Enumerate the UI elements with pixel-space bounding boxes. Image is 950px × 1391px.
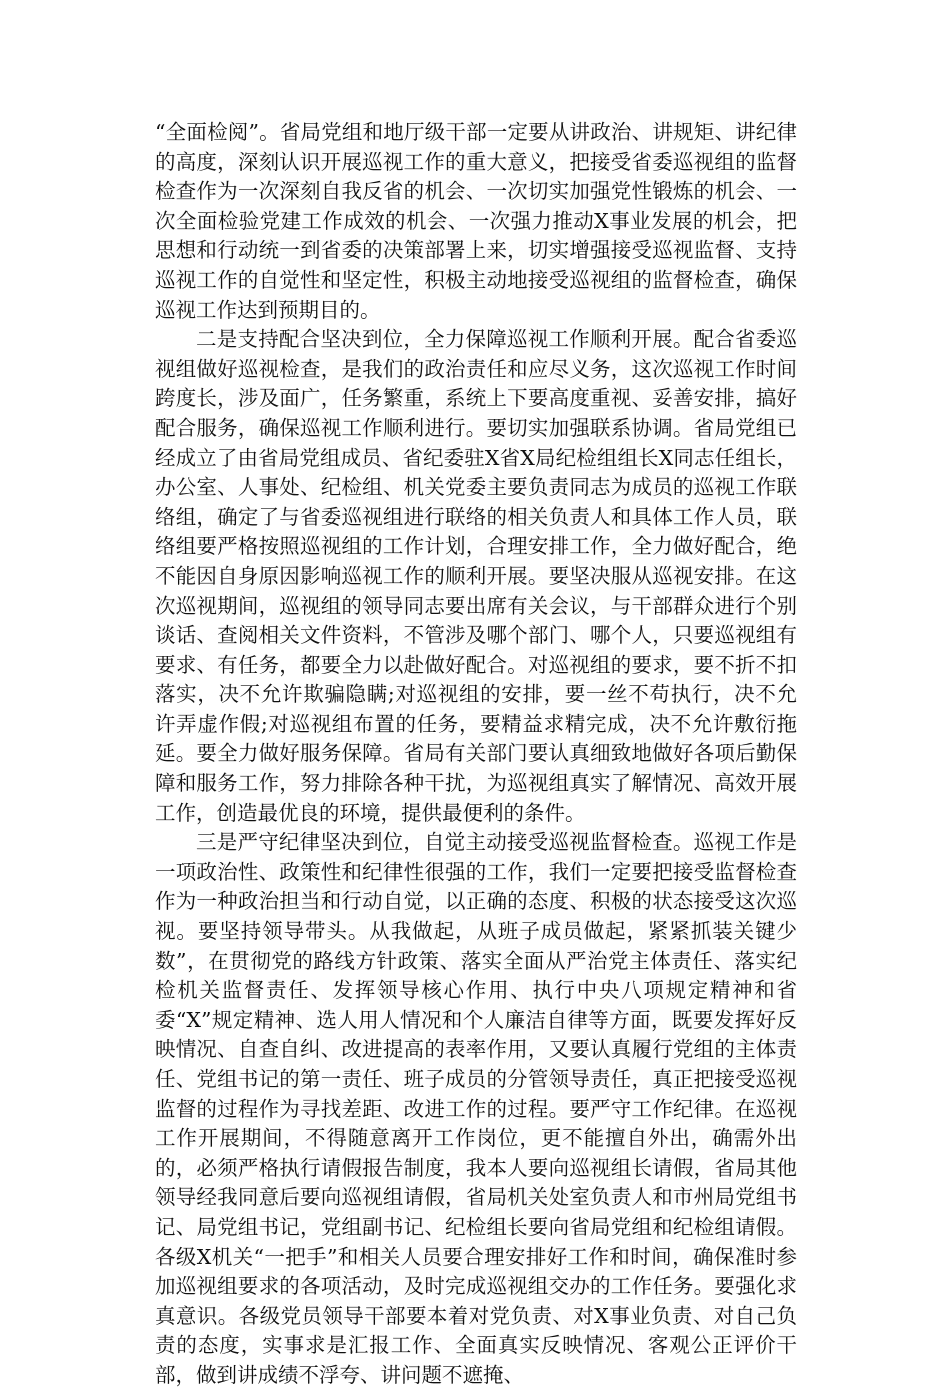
paragraph-1: “全面检阅”。省局党组和地厅级干部一定要从讲政治、讲规矩、讲纪律的高度，深刻认识开展巡视工作的重大意义，把接受省委巡视组的监督检查作为一次深刻自我反省的机会、一次切实加强党性锻炼的机会、一次全面检验党建工作成效的机会、一次强力推动X事业发展的机会，把思想和行动统一到省委的决策部署上来，切实增强接受巡视监督、支持巡视工作的自觉性和坚定性，积极主动地接受巡视组的监督检查，确保巡视工作达到预期目的。 xyxy=(155,120,797,322)
paragraph-2: 二是支持配合坚决到位，全力保障巡视工作顺利开展。配合省委巡视组做好巡视检查，是我们的政治责任和应尽义务，这次巡视工作时间跨度长，涉及面广，任务繁重，系统上下要高度重视、妥善安排，搞好配合服务，确保巡视工作顺利进行。要切实加强联系协调。省局党组已经成立了由省局党组成员、省纪委驻X省X局纪检组组长X同志任组长，办公室、人事处、纪检组、机关党委主要负责同志为成员的巡视工作联络组，确定了与省委巡视组进行联络的相关负责人和具体工作人员，联络组要严格按照巡视组的工作计划，合理安排工作，全力做好配合，绝不能因自身原因影响巡视工作的顺利开展。要坚决服从巡视安排。在这次巡视期间，巡视组的领导同志要出席有关会议，与干部群众进行个别谈话、查阅相关文件资料，不管涉及哪个部门、哪个人，只要巡视组有要求、有任务，都要全力以赴做好配合。对巡视组的要求，要不折不扣落实，决不允许欺骗隐瞒;对巡视组的安排，要一丝不苟执行，决不允许弄虚作假;对巡视组布置的任务，要精益求精完成，决不允许敷衍拖延。要全力做好服务保障。省局有关部门要认真细致地做好各项后勤保障和服务工作，努力排除各种干扰，为巡视组真实了解情况、高效开展工作，创造最优良的环境，提供最便利的条件。 xyxy=(155,327,797,825)
document-body xyxy=(155,118,797,1391)
paragraph-3: 三是严守纪律坚决到位，自觉主动接受巡视监督检查。巡视工作是一项政治性、政策性和纪律性很强的工作，我们一定要把接受监督检查作为一种政治担当和行动自觉，以正确的态度、积极的状态接受这次巡视。要坚持领导带头。从我做起，从班子成员做起，紧紧抓装关键少数”，在贯彻党的路线方针政策、落实全面从严治党主体责任、落实纪检机关监督责任、发挥领导核心作用、执行中央八项规定精神和省委“X”规定精神、选人用人情况和个人廉洁自律等方面，既要发挥好反映情况、自查自纠、改进提高的表率作用，又要认真履行党组的主体责任、党组书记的第一责任、班子成员的分管领导责任，真正把接受巡视监督的过程作为寻找差距、改进工作的过程。要严守工作纪律。在巡视工作开展期间，不得随意离开工作岗位，更不能擅自外出，确需外出的，必须严格执行请假报告制度，我本人要向巡视组长请假，省局其他领导经我同意后要向巡视组请假，省局机关处室负责人和市州局党组书记、局党组书记，党组副书记、纪检组长要向省局党组和纪检组请假。各级X机关“一把手”和相关人员要合理安排好工作和时间，确保准时参加巡视组要求的各项活动，及时完成巡视组交办的工作任务。要强化求真意识。各级党员领导干部要本着对党负责、对X事业负责、对自己负责的态度，实事求是汇报工作、全面真实反映情况、客观公正评价干部，做到讲成绩不浮夸、讲问题不遮掩、 xyxy=(155,830,797,1387)
